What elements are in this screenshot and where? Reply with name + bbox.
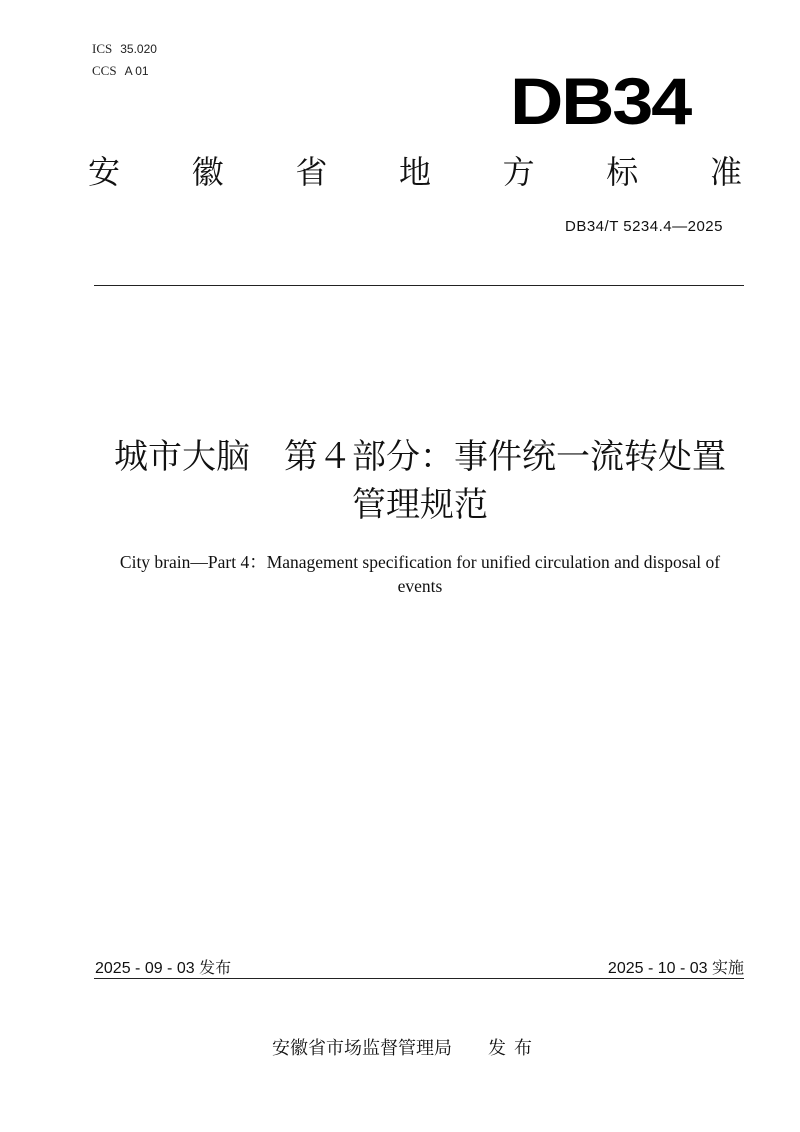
standard-type xyxy=(88,150,742,194)
english-title-line-2: events xyxy=(397,576,443,596)
ccs-label: CCS xyxy=(92,63,117,78)
publisher-name: 安徽省市场监督管理局 xyxy=(272,1038,452,1059)
standard-type-char: 地 xyxy=(398,153,431,191)
chinese-title-line-2: 管理规范 xyxy=(352,485,488,525)
publisher-action: 发布 xyxy=(488,1038,540,1059)
english-title xyxy=(60,550,780,598)
standard-type-char: 标 xyxy=(606,153,639,191)
implementation-date: 2025 - 10 - 03 实施 xyxy=(607,960,744,977)
ics-label: ICS xyxy=(92,41,113,56)
standard-type-char: 徽 xyxy=(191,153,224,191)
issue-date: 2025 - 09 - 03 发布 xyxy=(95,960,232,977)
standard-type-char: 安 xyxy=(88,153,121,191)
standard-type-char: 准 xyxy=(709,153,742,191)
english-title-line-1: City brain—Part 4：Management specification for unified circulation and disposal of xyxy=(119,552,721,572)
publisher xyxy=(272,1034,540,1060)
ccs-value: A 01 xyxy=(124,64,149,78)
standard-type-char: 方 xyxy=(502,153,535,191)
ics-row xyxy=(92,38,157,60)
standard-type-char: 省 xyxy=(295,153,328,191)
db34-logo: DB34 xyxy=(510,64,691,138)
ccs-row xyxy=(92,60,157,82)
footer-divider xyxy=(94,978,744,979)
standard-number: DB34/T 5234.4—2025 xyxy=(565,218,723,235)
classification-codes xyxy=(92,38,157,82)
chinese-title-line-1: 城市大脑 第４部分：事件统一流转处置 xyxy=(114,437,726,477)
header-divider xyxy=(94,285,744,286)
chinese-title xyxy=(60,433,780,529)
ics-value: 35.020 xyxy=(120,42,157,56)
